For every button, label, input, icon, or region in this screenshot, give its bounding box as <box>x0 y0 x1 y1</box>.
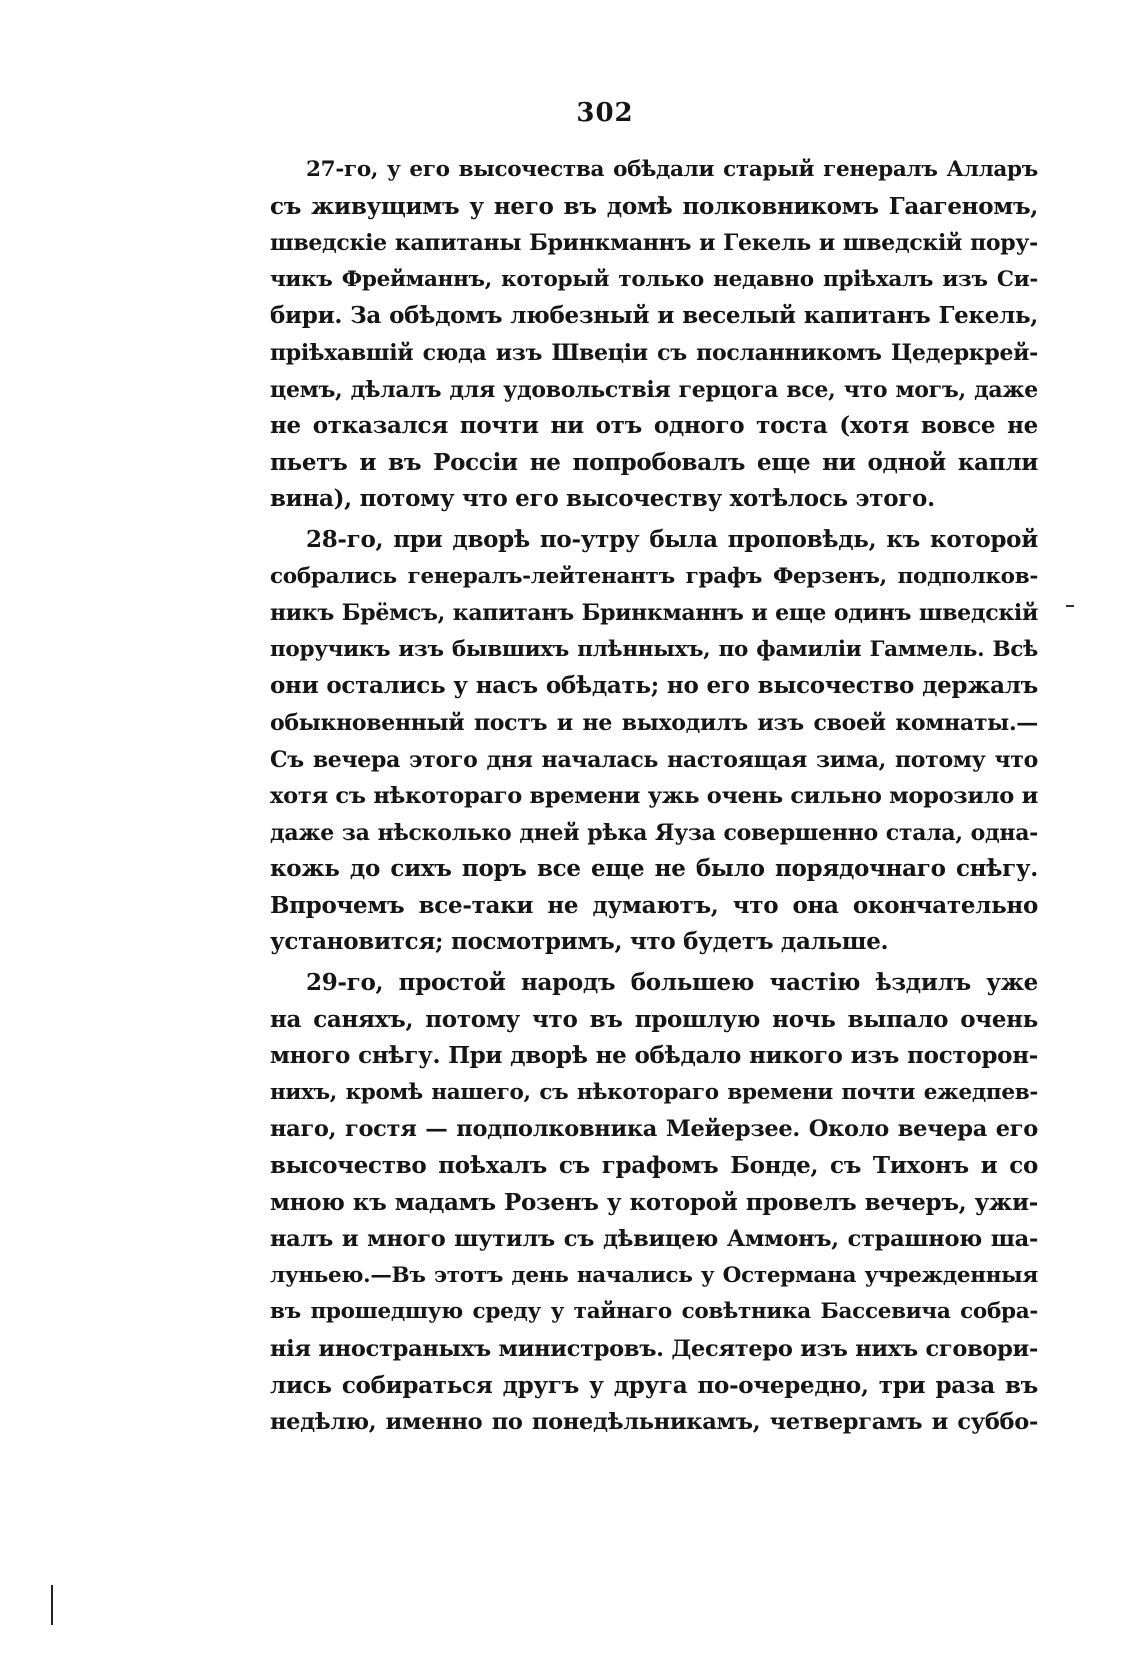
text-line: съ живущимъ у него въ домѣ полковникомъ Гаагеномъ, <box>270 192 1038 220</box>
paragraph-28 <box>270 522 1038 961</box>
text-line: нихъ, кромѣ нашего, съ нѣкотораго времени почти ежедпев- <box>270 1079 1038 1105</box>
text-line: Впрочемъ все-таки не думаютъ, что она окончательно <box>270 891 1038 919</box>
text-line: бири. За обѣдомъ любезный и веселый капитанъ Гекель, <box>270 302 1038 330</box>
text-line: шведскіе капитаны Бринкманнъ и Гекель и шведскій пору- <box>270 230 1038 257</box>
text-line: мною къ мадамъ Розенъ у которой провелъ вечеръ, ужи- <box>270 1188 1038 1216</box>
text-line: никъ Брёмсъ, капитанъ Бринкманнъ и еще одинъ шведскій <box>270 600 1038 627</box>
text-line: не отказался почти ни отъ одного тоста (хотя вовсе не <box>270 412 1038 440</box>
text-line: цемъ, дѣлалъ для удовольствія герцога все, что могъ, даже <box>270 376 1038 403</box>
text-line: пріѣхавшій сюда изъ Швеціи съ посланникомъ Цедеркрей- <box>270 339 1038 366</box>
text-line: вина), потому что его высочеству хотѣлось этого. <box>270 485 935 513</box>
text-line: хотя съ нѣкотораго времени ужь очень сильно морозило и <box>270 783 1038 810</box>
text-line: наго, гостя — подполковника Мейерзее. Около вечера его <box>270 1116 1038 1143</box>
text-line: высочество поѣхалъ съ графомъ Бонде, съ Тихонъ и со <box>270 1152 1038 1180</box>
text-line: поручикъ изъ бывшихъ плѣнныхъ, по фамиліи Гаммель. Всѣ <box>270 636 1038 662</box>
text-line: Съ вечера этого дня началась настоящая зима, потому что <box>270 746 1038 773</box>
text-line: 29-го, простой народъ большею частію ѣздилъ уже <box>306 969 1038 997</box>
text-line: нія иностраныхъ министровъ. Десятеро изъ нихъ сговори- <box>270 1336 1038 1362</box>
main-text <box>270 152 1038 1445</box>
text-line: они остались у насъ обѣдать; но его высочество держалъ <box>270 672 1038 700</box>
text-line: лись собираться другъ у друга по-очередно, три раза въ <box>270 1371 1038 1399</box>
text-line: недѣлю, именно по понедѣльникамъ, четвергамъ и суббо- <box>270 1409 1038 1436</box>
text-line: кожь до сихъ поръ все еще не было порядочнаго снѣгу. <box>270 855 1038 883</box>
text-line: пьетъ и въ Россіи не попробовалъ еще ни одной капли <box>270 448 1038 476</box>
paragraph-27 <box>270 152 1038 518</box>
text-line: въ прошедшую среду у тайнаго совѣтника Бассевича собра- <box>270 1299 1038 1325</box>
binding-mark <box>51 1585 53 1625</box>
paragraph-29 <box>270 965 1038 1441</box>
text-line: много снѣгу. При дворѣ не обѣдало никого изъ посторон- <box>270 1042 1038 1070</box>
text-line: даже за нѣсколько дней рѣка Яуза совершенно стала, одна- <box>270 819 1038 846</box>
text-line: обыкновенный постъ и не выходилъ изъ своей комнаты.— <box>270 709 1038 736</box>
text-line: установится; посмотримъ, что будетъ дальше. <box>270 928 889 956</box>
text-line: собрались генералъ-лейтенантъ графъ Ферзенъ, подполков- <box>270 563 1038 589</box>
text-line: луньею.—Въ этотъ день начались у Остермана учрежденныя <box>270 1262 1038 1288</box>
text-line: чикъ Фрейманнъ, который только недавно пріѣхалъ изъ Си- <box>270 266 1038 292</box>
margin-dash <box>1066 605 1074 607</box>
page-number: 302 <box>576 98 634 128</box>
text-line: 27-го, у его высочества обѣдали старый генералъ Алларъ <box>306 157 1038 182</box>
text-line: 28-го, при дворѣ по-утру была проповѣдь, къ которой <box>306 525 1038 553</box>
text-line: налъ и много шутилъ съ дѣвицею Аммонъ, страшною ша- <box>270 1226 1038 1253</box>
text-line: на саняхъ, потому что въ прошлую ночь выпало очень <box>270 1005 1038 1033</box>
